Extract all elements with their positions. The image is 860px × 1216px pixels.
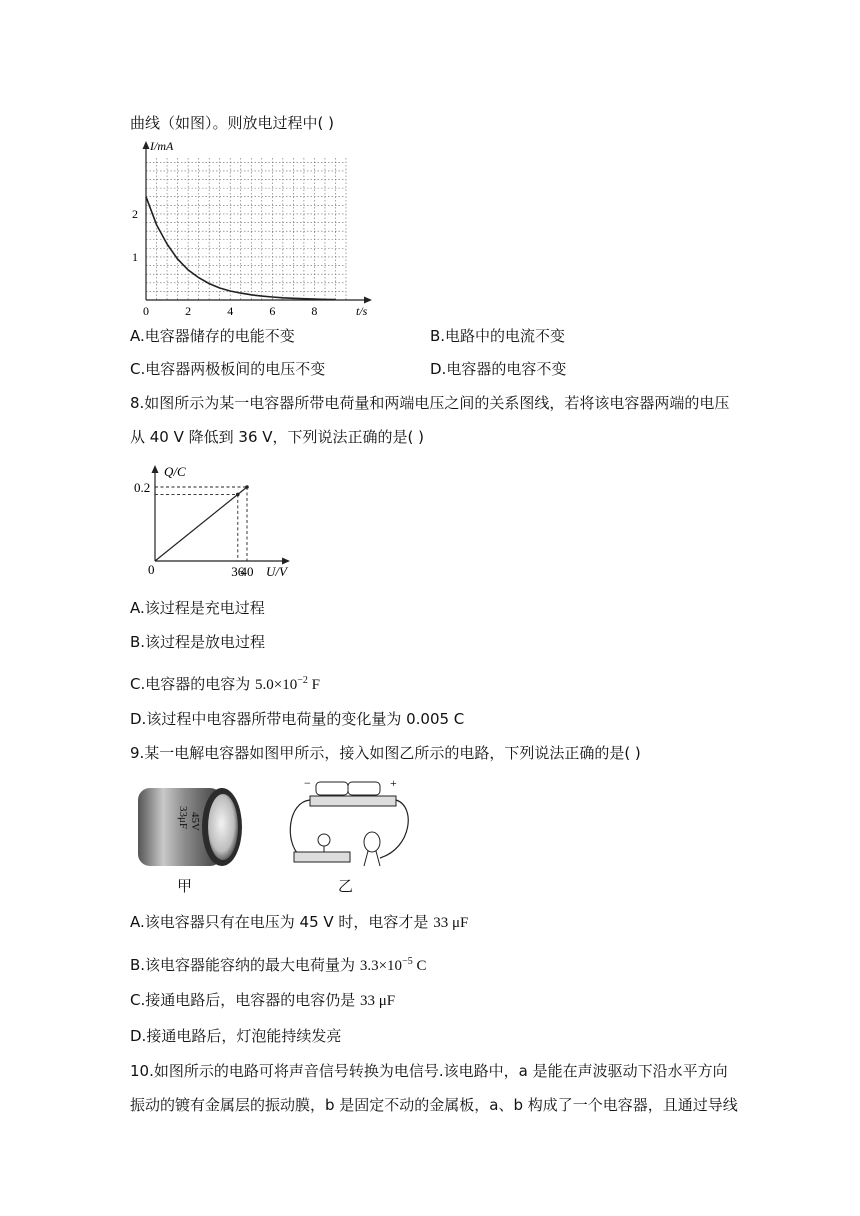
q7-x-tick-8: 8 <box>311 304 318 318</box>
q7-option-b[interactable]: B.电路中的电流不变 <box>430 327 566 345</box>
q7-option-d[interactable]: D.电容器的电容不变 <box>430 360 567 378</box>
q9-option-a-text: A.该电容器只有在电压为 45 V 时，电容才是 <box>130 913 434 931</box>
q9-option-b-text: B.该电容器能容纳的最大电荷量为 <box>130 956 360 974</box>
battery-2 <box>348 782 380 795</box>
q7-x-tick-0: 0 <box>143 304 149 318</box>
q7-x-tick-2: 2 <box>185 304 192 318</box>
q8-option-c-value: 5.0×10 <box>255 677 298 693</box>
capacitor-top-face <box>208 794 238 860</box>
q9-option-b[interactable] <box>130 952 426 976</box>
q8-y-axis-label: Q/C <box>164 464 186 479</box>
q7-x-tick-6: 6 <box>269 304 276 318</box>
q7-y-tick-2: 2 <box>132 206 138 221</box>
q7-x-axis-label: t/s <box>356 304 368 318</box>
q8-point-40 <box>245 485 249 489</box>
q8-point-36 <box>236 493 240 497</box>
q8-x-tick-36: 36 <box>231 564 245 579</box>
q7-y-arrow <box>143 141 150 149</box>
capacitor-lead-2 <box>376 851 380 866</box>
lamp-bulb <box>318 834 330 846</box>
battery-board <box>310 796 396 806</box>
q9-option-d[interactable]: D.接通电路后，灯泡能持续发亮 <box>130 1027 342 1045</box>
q7-y-tick-labels <box>132 207 138 264</box>
q9-stem: 9.某一电解电容器如图甲所示，接入如图乙所示的电路，下列说法正确的是( ) <box>130 744 641 762</box>
q9-option-b-value: 3.3×10 <box>359 958 403 974</box>
q8-option-c-text: C.电容器的电容为 <box>130 675 256 693</box>
q9-option-b-exp: −5 <box>402 956 413 967</box>
q8-option-a[interactable]: A.该过程是充电过程 <box>130 599 265 617</box>
q7-x-arrow <box>364 297 372 304</box>
q10-line1: 10.如图所示的电路可将声音信号转换为电信号.该电路中，a 是能在声波驱动下沿水平方向 <box>130 1062 728 1080</box>
q9-fig-jia-capacitor <box>130 778 250 878</box>
q7-y-tick-1: 1 <box>132 249 138 264</box>
lamp-board <box>294 852 350 862</box>
q7-option-a[interactable]: A.电容器储存的电能不变 <box>130 327 295 345</box>
q7-option-c[interactable]: C.电容器两极板间的电压不变 <box>130 360 326 378</box>
capacitor-label-voltage: 45V <box>189 812 201 831</box>
q7-axes <box>143 141 373 304</box>
q8-option-c[interactable] <box>130 671 320 695</box>
q9-option-b-unit: C <box>412 958 427 974</box>
battery-plus-sign: + <box>390 778 397 790</box>
q8-option-c-exp: −2 <box>297 675 308 686</box>
q10-line2: 振动的镀有金属层的振动膜，b 是固定不动的金属板，a、b 构成了一个电容器，且通过导线 <box>130 1096 738 1114</box>
q7-y-axis-label: I/mA <box>150 139 174 153</box>
q8-y-tick-0.2: 0.2 <box>134 480 151 495</box>
q8-charge-voltage-chart <box>130 456 300 582</box>
q9-fig-yi-circuit <box>280 778 420 876</box>
q9-fig-jia-label: 甲 <box>177 877 193 895</box>
capacitor-label-capacitance: 33μF <box>177 806 189 830</box>
q7-x-tick-labels <box>143 304 317 318</box>
capacitor-lead-1 <box>364 851 368 866</box>
q9-option-c-text: C.接通电路后，电容器的电容仍是 <box>130 991 361 1009</box>
q8-x-axis-label: U/V <box>266 564 287 579</box>
q7-grid <box>146 158 346 300</box>
q7-current-time-chart <box>128 138 378 320</box>
q8-stem-line2: 从 40 V 降低到 36 V，下列说法正确的是( ) <box>130 428 425 446</box>
wire-right <box>380 800 408 858</box>
q8-q-u-line <box>155 487 247 561</box>
battery-1 <box>316 782 348 795</box>
q8-stem-line1: 8.如图所示为某一电容器所带电荷量和两端电压之间的关系图线，若将该电容器两端的电压 <box>130 394 730 412</box>
q9-option-c-value: 33 μF <box>360 993 396 1009</box>
q8-option-b[interactable]: B.该过程是放电过程 <box>130 633 266 651</box>
small-capacitor <box>364 832 380 852</box>
q7-x-tick-4: 4 <box>227 304 234 318</box>
q9-option-a-value: 33 μF <box>433 915 469 931</box>
q8-y-arrow <box>152 465 159 473</box>
q8-x-tick-40: 40 <box>240 564 254 579</box>
q8-option-c-unit: F <box>307 677 320 693</box>
q9-option-c[interactable] <box>130 990 395 1011</box>
q7-stem-tail: 曲线（如图）。则放电过程中( ) <box>130 114 334 132</box>
q8-origin-label: 0 <box>148 562 155 577</box>
q8-option-d[interactable]: D.该过程中电容器所带电荷量的变化量为 0.005 C <box>130 710 465 728</box>
wire-left <box>290 800 310 856</box>
q9-fig-yi-label: 乙 <box>338 877 354 895</box>
q9-option-a[interactable] <box>130 912 468 933</box>
battery-minus-sign: − <box>304 778 311 790</box>
